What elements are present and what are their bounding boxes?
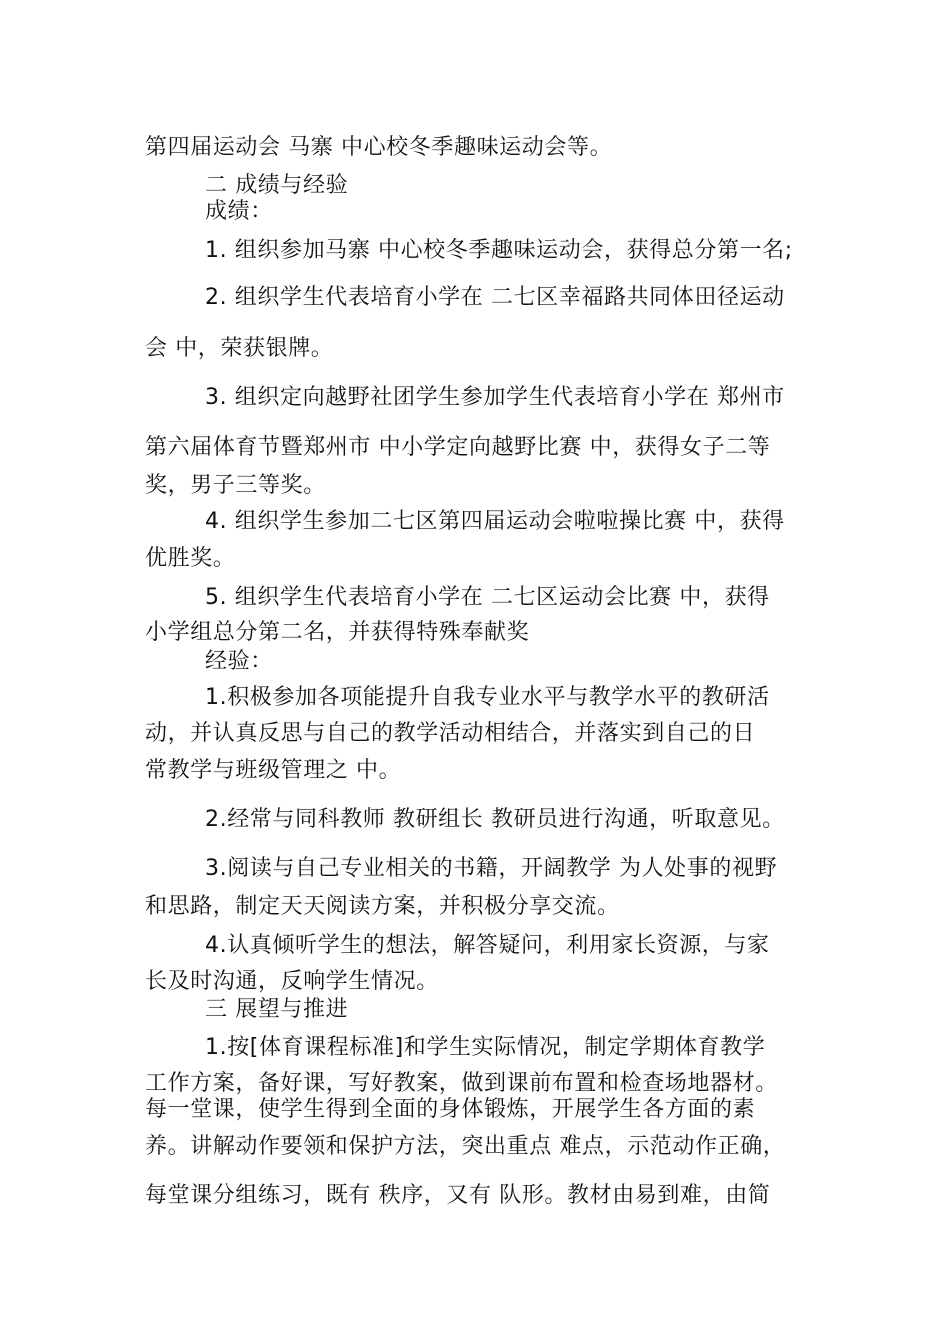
paragraph-line: 1.积极参加各项能提升自我专业水平与教学水平的教研活 <box>205 685 770 710</box>
paragraph-line: 每堂课分组练习，既有 秩序，又有 队形。教材由易到难，由简 <box>145 1183 771 1208</box>
paragraph-line: 4.认真倾听学生的想法，解答疑问，利用家长资源，与家 <box>205 933 770 958</box>
paragraph-line: 4. 组织学生参加二七区第四届运动会啦啦操比赛 中，获得 <box>205 509 785 534</box>
paragraph-line: 1. 组织参加马寨 中心校冬季趣味运动会，获得总分第一名; <box>205 238 793 263</box>
paragraph-line: 2.经常与同科教师 教研组长 教研员进行沟通，听取意见。 <box>205 807 785 832</box>
paragraph-line: 1.按[体育课程标准]和学生实际情况，制定学期体育教学 <box>205 1035 766 1060</box>
subsection-label: 经验： <box>205 649 273 674</box>
paragraph-line: 常教学与班级管理之 中。 <box>145 758 402 783</box>
section-heading: 二 成绩与经验 <box>205 173 349 198</box>
section-heading: 三 展望与推进 <box>205 997 349 1022</box>
paragraph-line: 工作方案，备好课，写好教案，做到课前布置和检查场地器材。 <box>145 1071 778 1096</box>
paragraph-line: 动，并认真反思与自己的教学活动相结合，并落实到自己的日 <box>145 721 756 746</box>
paragraph-line: 长及时沟通，反响学生情况。 <box>145 969 439 994</box>
subsection-label: 成绩： <box>205 199 273 224</box>
paragraph-line: 每一堂课，使学生得到全面的身体锻炼，开展学生各方面的素 <box>145 1097 756 1122</box>
paragraph-line: 2. 组织学生代表培育小学在 二七区幸福路共同体田径运动 <box>205 285 785 310</box>
paragraph-line: 和思路，制定天天阅读方案，并积极分享交流。 <box>145 894 620 919</box>
paragraph-line: 5. 组织学生代表培育小学在 二七区运动会比赛 中，获得 <box>205 585 770 610</box>
paragraph-line: 奖，男子三等奖。 <box>145 473 326 498</box>
paragraph-line: 3. 组织定向越野社团学生参加学生代表培育小学在 郑州市 <box>205 385 785 410</box>
paragraph-line: 优胜奖。 <box>145 546 236 571</box>
paragraph-line: 第四届运动会 马寨 中心校冬季趣味运动会等。 <box>145 135 613 160</box>
paragraph-line: 小学组总分第二名，并获得特殊奉献奖 <box>145 620 530 645</box>
paragraph-line: 会 中，荣获银牌。 <box>145 336 334 361</box>
paragraph-line: 养。讲解动作要领和保护方法，突出重点 难点，示范动作正确， <box>145 1134 786 1159</box>
paragraph-line: 第六届体育节暨郑州市 中小学定向越野比赛 中，获得女子二等 <box>145 435 771 460</box>
paragraph-line: 3.阅读与自己专业相关的书籍，开阔教学 为人处事的视野 <box>205 856 778 881</box>
